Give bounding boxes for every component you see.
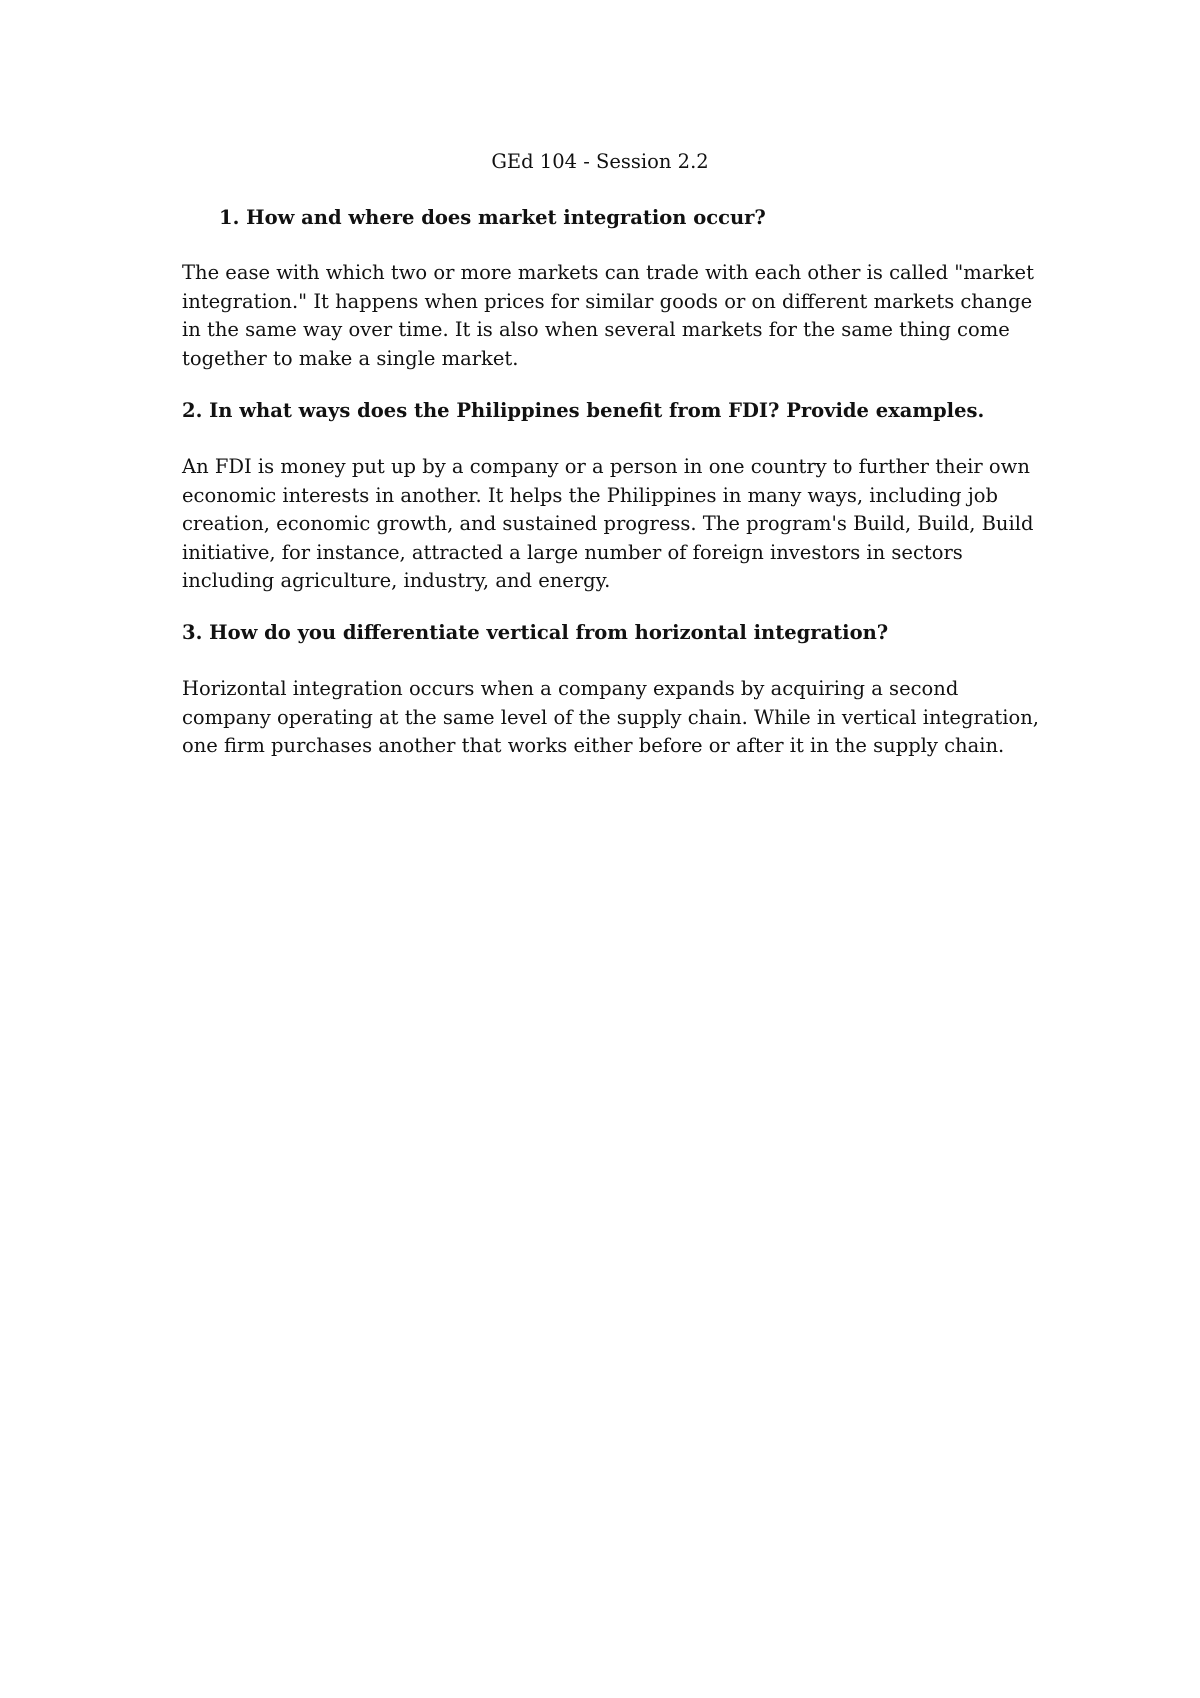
document-title: GEd 104 - Session 2.2 — [491, 150, 709, 173]
answer-3-line: Horizontal integration occurs when a company expands by acquiring a second — [182, 677, 959, 700]
answer-3-line: company operating at the same level of the supply chain. While in vertical integration, — [182, 705, 1039, 729]
answer-2 — [182, 453, 1042, 596]
answer-2-line: An FDI is money put up by a company or a person in one country to further their own — [182, 455, 1030, 478]
question-2: 2. In what ways does the Philippines benefit from FDI? Provide examples. — [182, 399, 985, 422]
answer-2-line: initiative, for instance, attracted a large number of foreign investors in sectors — [182, 540, 963, 564]
answer-3-line: one firm purchases another that works either before or after it in the supply chain. — [182, 734, 1005, 757]
answer-1-line: in the same way over time. It is also when several markets for the same thing come — [182, 318, 1010, 341]
answer-1-line: integration." It happens when prices for similar goods or on different markets change — [182, 289, 1033, 313]
answer-1-line: The ease with which two or more markets can trade with each other is called "market — [182, 261, 1034, 284]
answer-3 — [182, 675, 1042, 761]
answer-2-line: creation, economic growth, and sustained progress. The program's Build, Build, Build — [182, 512, 1034, 535]
answer-2-line: economic interests in another. It helps the Philippines in many ways, including job — [182, 483, 999, 507]
answer-1 — [182, 259, 1042, 373]
question-1: 1. How and where does market integration occur? — [219, 206, 766, 229]
answer-1-line: together to make a single market. — [182, 346, 519, 370]
answer-2-line: including agriculture, industry, and energy. — [182, 569, 611, 592]
question-3: 3. How do you differentiate vertical from horizontal integration? — [182, 621, 889, 644]
